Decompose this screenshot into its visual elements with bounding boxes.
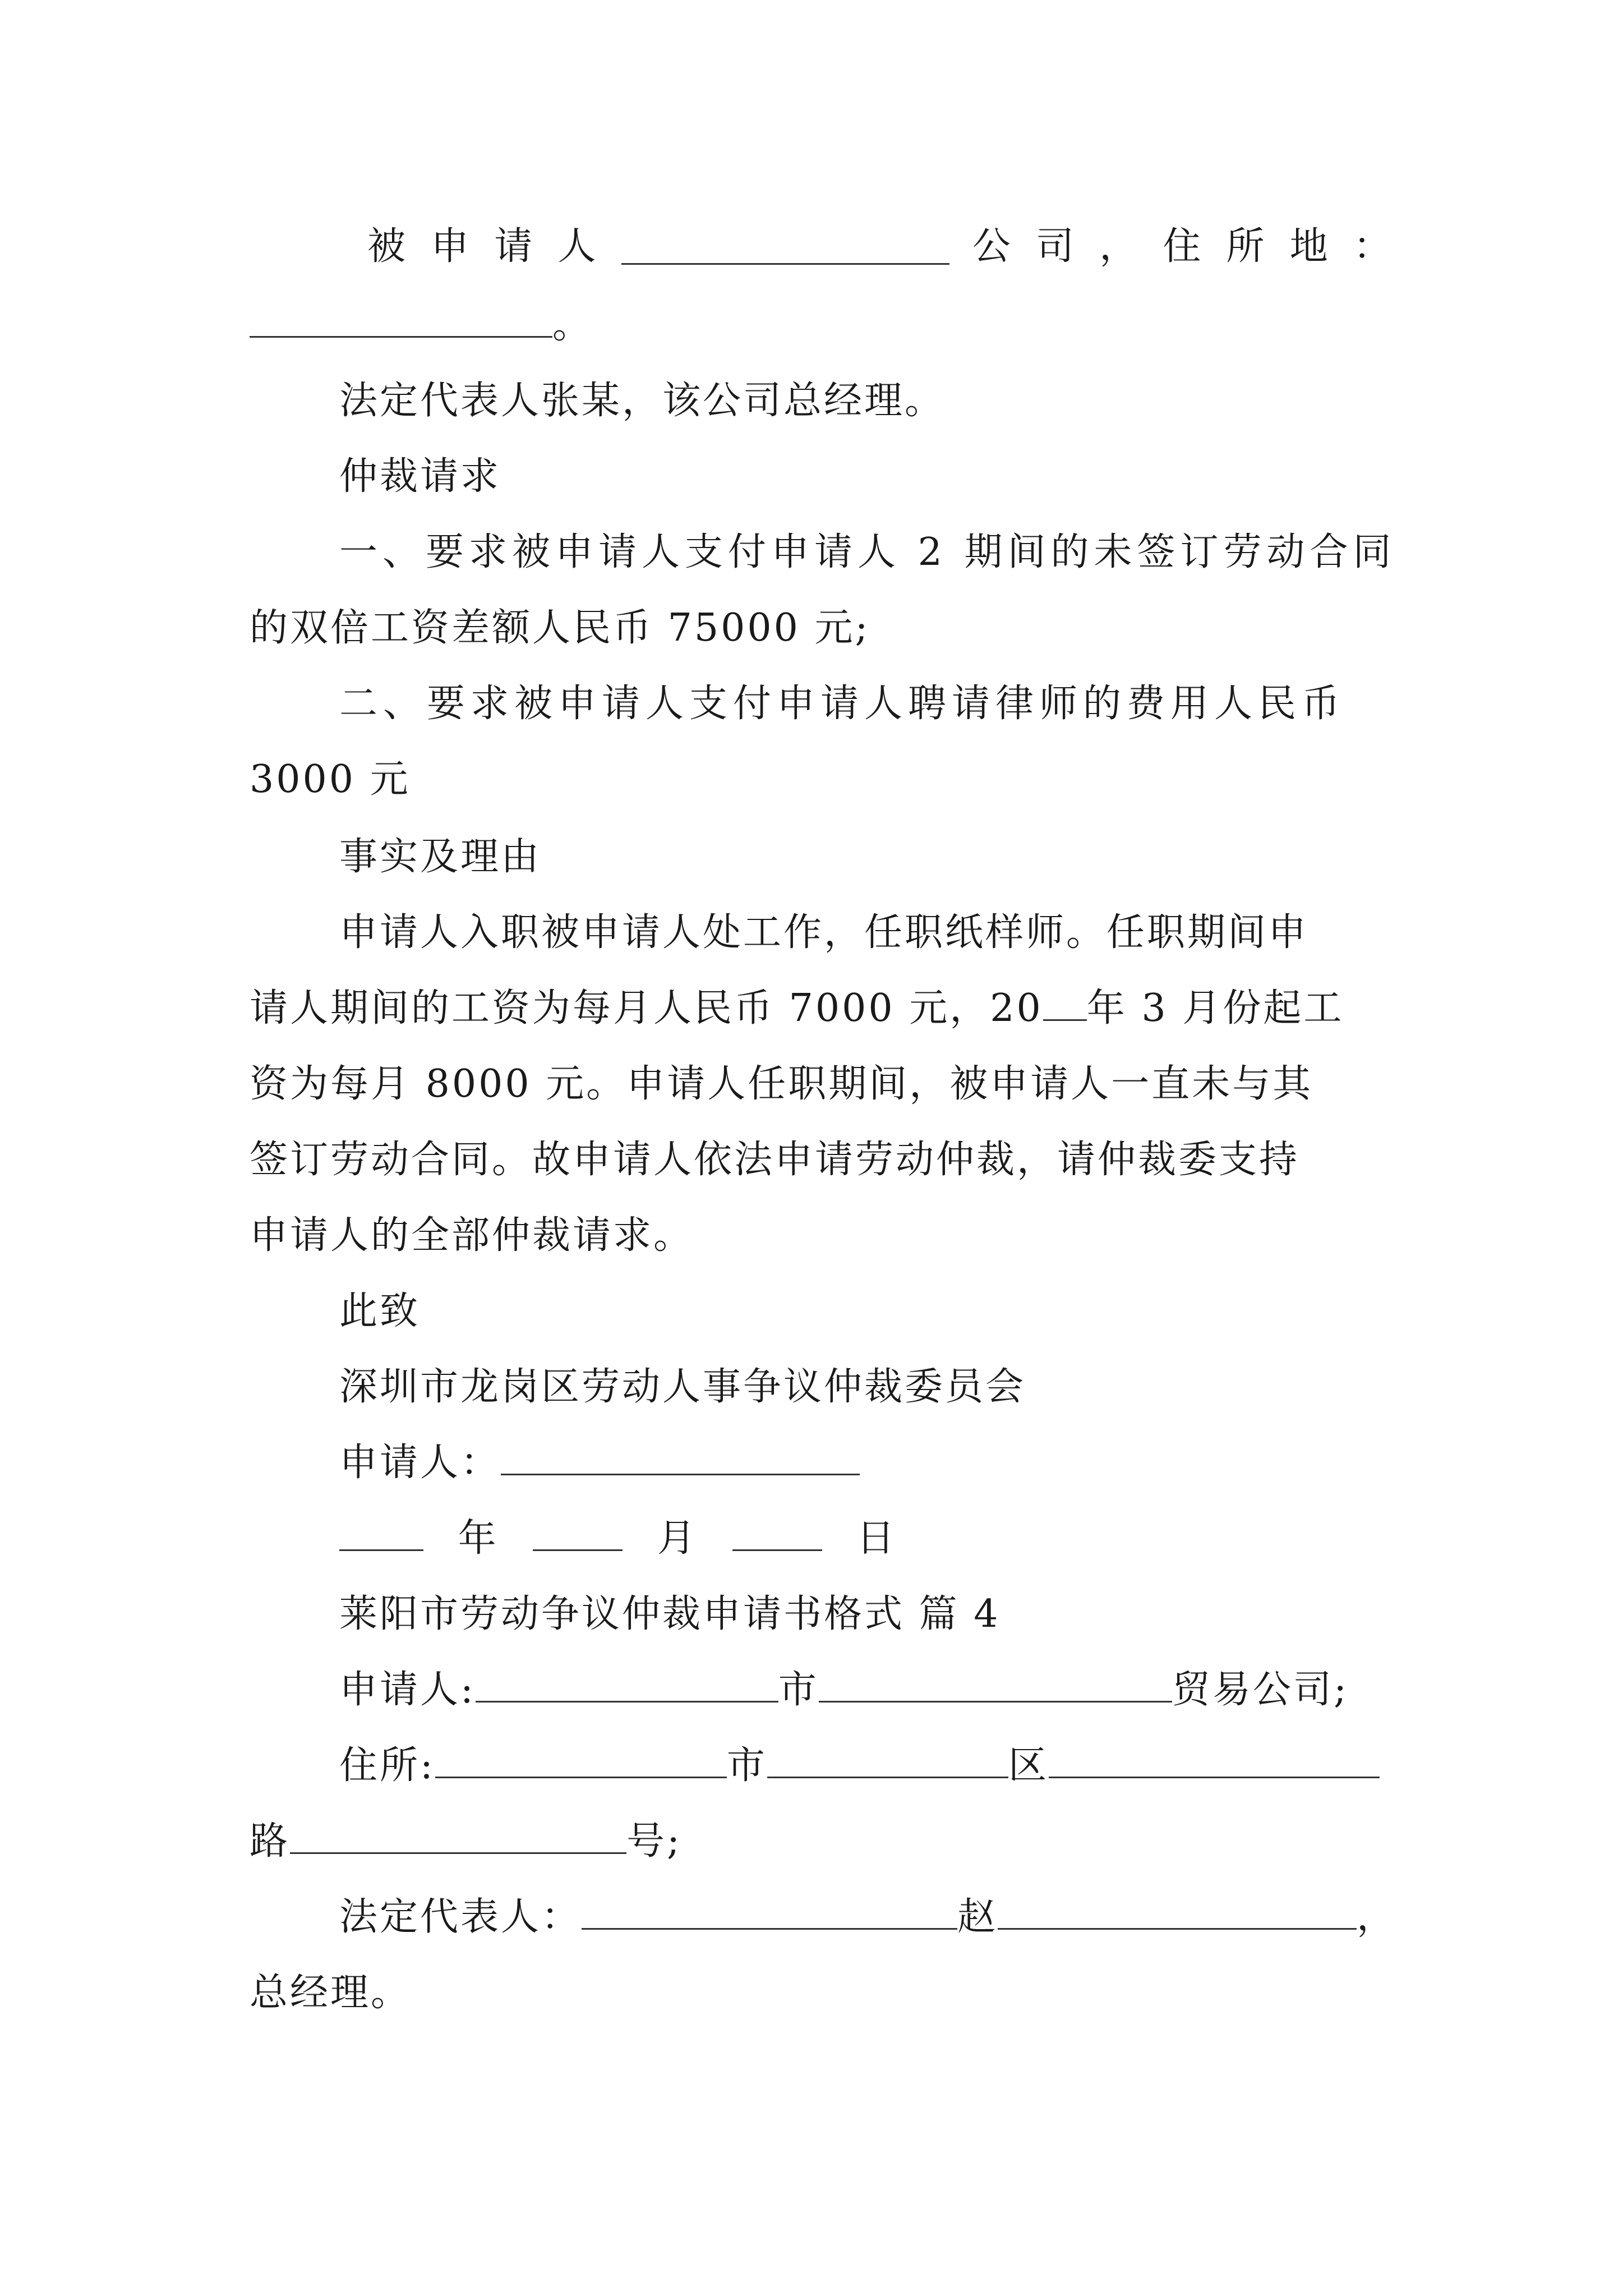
- claim-1-line-1: 一、要求被申请人支付申请人 2 期间的未签订劳动合同: [339, 530, 1396, 574]
- date-day-blank: [732, 1516, 822, 1551]
- claim-1-line-2: 的双倍工资差额人民币 75000 元;: [250, 606, 870, 650]
- applicant-label: 申请人：: [339, 1441, 501, 1485]
- address-2-city-blank: [435, 1743, 727, 1778]
- facts-line-5: 申请人的全部仲裁请求。: [250, 1213, 694, 1258]
- road-number-blank: [290, 1819, 626, 1854]
- facts-line-2: [250, 981, 1394, 1037]
- date-year-blank: [339, 1516, 423, 1551]
- date-day-label: 日: [856, 1516, 897, 1561]
- section-title: 莱阳市劳动争议仲裁申请书格式 篇 4: [339, 1592, 1000, 1636]
- address-2-city-label: 市: [726, 1743, 767, 1788]
- date-month-label: 月: [657, 1516, 698, 1561]
- company-char: ，: [1099, 224, 1140, 269]
- year-blank: [1043, 984, 1087, 1021]
- legal-rep-2-comma: ，: [1357, 1895, 1398, 1939]
- respondent-char: 申: [431, 224, 472, 269]
- address-2-district-blank: [767, 1743, 1008, 1778]
- applicant-signature-blank: [501, 1440, 860, 1475]
- claim-2-line-1: 二、要求被申请人支付申请人聘请律师的费用人民币: [339, 682, 1346, 726]
- address-2-line: [339, 1738, 1394, 1794]
- respondent-char: 被: [367, 224, 408, 269]
- road-number-label: 号;: [626, 1819, 682, 1864]
- road-line: [250, 1814, 1394, 1870]
- recipient: 深圳市龙岗区劳动人事争议仲裁委员会: [339, 1365, 1026, 1409]
- address-char: ：: [1353, 224, 1394, 269]
- legal-rep-2-label: 法定代表人：: [339, 1895, 582, 1939]
- legal-rep-2-given-blank: [998, 1894, 1357, 1930]
- legal-rep-2-name-blank: [582, 1894, 957, 1930]
- applicant-signature-line: [339, 1435, 1394, 1491]
- address-line: [250, 297, 1394, 353]
- date-year-label: 年: [458, 1516, 499, 1561]
- legal-representative: 法定代表人张某，该公司总经理。: [339, 379, 946, 423]
- address-2-label: 住所:: [339, 1743, 435, 1788]
- address-char: 住: [1163, 224, 1204, 269]
- respondent-char: 人: [557, 224, 598, 269]
- legal-rep-2-surname: 赵: [957, 1895, 998, 1939]
- legal-rep-2-title: 总经理。: [250, 1971, 412, 2015]
- respondent-name-blank: [621, 229, 949, 265]
- address-blank: [250, 302, 552, 338]
- company-char: 公: [972, 224, 1013, 269]
- legal-rep-2-line: [339, 1889, 1398, 1945]
- salutation: 此致: [339, 1289, 421, 1333]
- claims-heading: 仲裁请求: [339, 454, 501, 499]
- applicant-2-company-label: 贸易公司;: [1172, 1668, 1349, 1712]
- road-label: 路: [250, 1819, 291, 1864]
- date-month-blank: [533, 1516, 623, 1551]
- facts-heading: 事实及理由: [339, 835, 542, 879]
- facts-line-1: 申请人入职被申请人处工作，任职纸样师。任职期间申: [339, 910, 1309, 955]
- company-char: 司: [1036, 224, 1077, 269]
- address-end-mark: 。: [552, 303, 593, 347]
- date-line: [339, 1511, 1394, 1567]
- claim-2-line-2: 3000 元: [250, 757, 411, 802]
- applicant-2-label: 申请人:: [339, 1668, 476, 1712]
- address-char: 地: [1289, 224, 1330, 269]
- facts-line-4: 签订劳动合同。故申请人依法申请劳动仲裁，请仲裁委支持: [250, 1138, 1300, 1182]
- facts-line-2-end: 年 3 月份起工: [1086, 986, 1344, 1030]
- facts-line-2-start: 请人期间的工资为每月人民币 7000 元，20: [250, 986, 1043, 1030]
- respondent-char: 请: [494, 224, 535, 269]
- respondent-line: [367, 219, 1394, 275]
- address-char: 所: [1226, 224, 1267, 269]
- applicant-2-city-blank: [476, 1667, 778, 1703]
- applicant-2-line: [339, 1662, 1394, 1718]
- facts-line-3: 资为每月 8000 元。申请人任职期间，被申请人一直未与其: [250, 1062, 1313, 1106]
- address-2-street-blank: [1049, 1743, 1380, 1778]
- address-2-district-label: 区: [1008, 1743, 1049, 1788]
- applicant-2-city-label: 市: [778, 1668, 819, 1712]
- applicant-2-company-blank: [819, 1667, 1172, 1703]
